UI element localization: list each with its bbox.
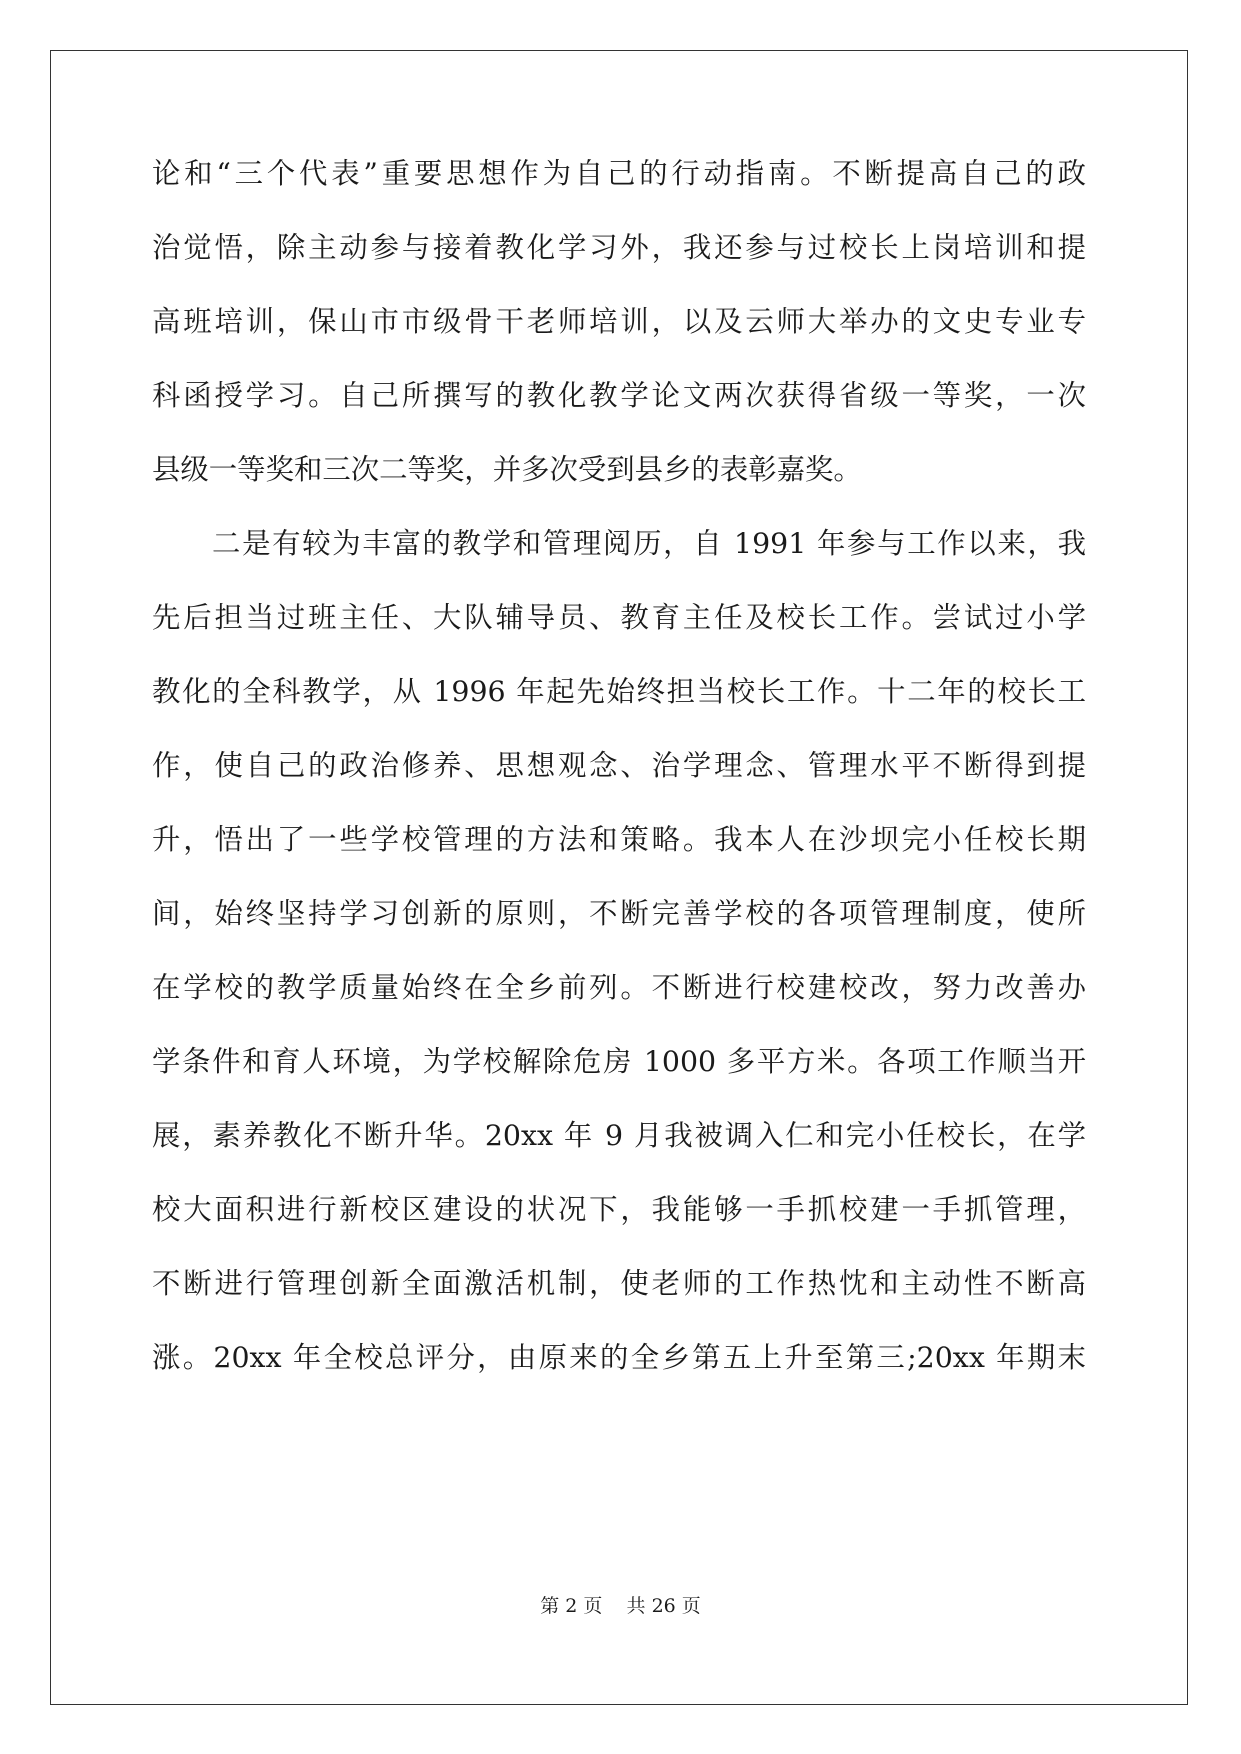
paragraph-2-line-4: 作，使自己的政治修养、思想观念、治学理念、管理水平不断得到提 — [152, 749, 1086, 782]
paragraph-1-line-2: 治觉悟，除主动参与接着教化学习外，我还参与过校长上岗培训和提 — [152, 231, 1086, 264]
paragraph-2-line-9: 展，素养教化不断升华。20xx 年 9 月我被调入仁和完小任校长，在学 — [152, 1119, 1086, 1152]
paragraph-2-line-5: 升，悟出了一些学校管理的方法和策略。我本人在沙坝完小任校长期 — [152, 823, 1086, 856]
paragraph-2-line-3: 教化的全科教学，从 1996 年起先始终担当校长工作。十二年的校长工 — [152, 675, 1086, 708]
paragraph-1-line-4: 科函授学习。自己所撰写的教化教学论文两次获得省级一等奖，一次 — [152, 379, 1086, 412]
page-number-footer: 第 2 页 共 26 页 — [540, 1595, 701, 1617]
paragraph-2-line-2: 先后担当过班主任、大队辅导员、教育主任及校长工作。尝试过小学 — [152, 601, 1086, 634]
paragraph-1-line-5: 县级一等奖和三次二等奖，并多次受到县乡的表彰嘉奖。 — [152, 453, 862, 486]
paragraph-2-line-7: 在学校的教学质量始终在全乡前列。不断进行校建校改，努力改善办 — [152, 971, 1086, 1004]
paragraph-1-line-1: 论和“三个代表”重要思想作为自己的行动指南。不断提高自己的政 — [152, 157, 1086, 190]
paragraph-2-line-11: 不断进行管理创新全面激活机制，使老师的工作热忱和主动性不断高 — [152, 1267, 1086, 1300]
paragraph-1-line-3: 高班培训，保山市市级骨干老师培训，以及云师大举办的文史专业专 — [152, 305, 1086, 338]
paragraph-2-line-6: 间，始终坚持学习创新的原则，不断完善学校的各项管理制度，使所 — [152, 897, 1086, 930]
paragraph-2-line-10: 校大面积进行新校区建设的状况下，我能够一手抓校建一手抓管理， — [152, 1193, 1086, 1226]
paragraph-2-line-1: 二是有较为丰富的教学和管理阅历，自 1991 年参与工作以来，我 — [212, 527, 1086, 560]
paragraph-2-line-12: 涨。20xx 年全校总评分，由原来的全乡第五上升至第三;20xx 年期末 — [152, 1341, 1086, 1374]
paragraph-2-line-8: 学条件和育人环境，为学校解除危房 1000 多平方米。各项工作顺当开 — [152, 1045, 1086, 1078]
